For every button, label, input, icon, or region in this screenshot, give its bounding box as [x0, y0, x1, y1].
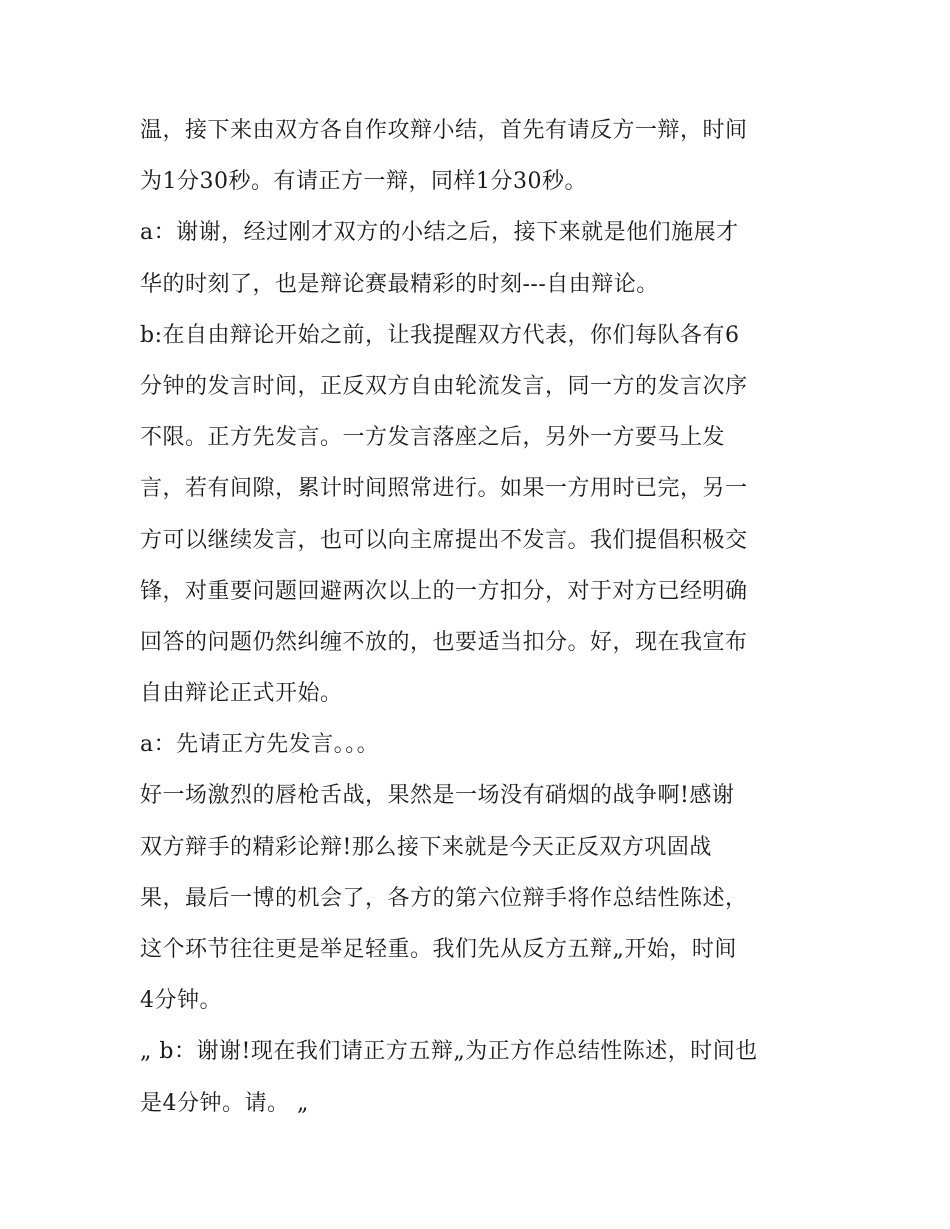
- text-line: b:在自由辩论开始之前，让我提醒双方代表，你们每队各有6: [140, 322, 740, 348]
- text-line: 温，接下来由双方各自作攻辩小结，首先有请反方一辩，时间: [140, 118, 748, 143]
- text-line: a：谢谢，经过刚才双方的小结之后，接下来就是他们施展才: [140, 220, 739, 246]
- text-line: 锋，对重要问题回避两次以上的一方扣分，对于对方已经明确: [140, 578, 748, 604]
- text-line: 回答的问题仍然纠缠不放的，也要适当扣分。好，现在我宣布: [140, 629, 748, 655]
- text-line: 双方辩手的精彩论辩!那么接下来就是今天正反双方巩固战: [140, 834, 712, 860]
- text-line: 华的时刻了，也是辩论赛最精彩的时刻---自由辩论。: [140, 271, 659, 297]
- text-line: 4分钟。: [140, 988, 222, 1014]
- text-line: „ b：谢谢!现在我们请正方五辩„为正方作总结性陈述，时间也: [140, 1039, 758, 1065]
- text-line: 是4分钟。请。 „: [140, 1090, 309, 1116]
- text-line: 好一场激烈的唇枪舌战，果然是一场没有硝烟的战争啊!感谢: [140, 783, 735, 809]
- text-line: 言，若有间隙，累计时间照常进行。如果一方用时已完，另一: [140, 476, 748, 502]
- text-line: 分钟的发言时间，正反双方自由轮流发言，同一方的发言次序: [140, 373, 748, 399]
- text-line: 果，最后一博的机会了，各方的第六位辩手将作总结性陈述，: [140, 885, 748, 911]
- text-line: 方可以继续发言，也可以向主席提出不发言。我们提倡积极交: [140, 527, 748, 553]
- text-line: 这个环节往往更是举足轻重。我们先从反方五辩„开始，时间: [140, 937, 737, 962]
- text-line: 不限。正方先发言。一方发言落座之后，另外一方要马上发: [140, 425, 726, 451]
- text-line: a：先请正方先发言。。。: [140, 732, 380, 758]
- text-line: 为1分30秒。有请正方一辩，同样1分30秒。: [140, 169, 587, 195]
- document-body: [140, 105, 815, 1129]
- text-line: 自由辩论正式开始。: [140, 681, 343, 707]
